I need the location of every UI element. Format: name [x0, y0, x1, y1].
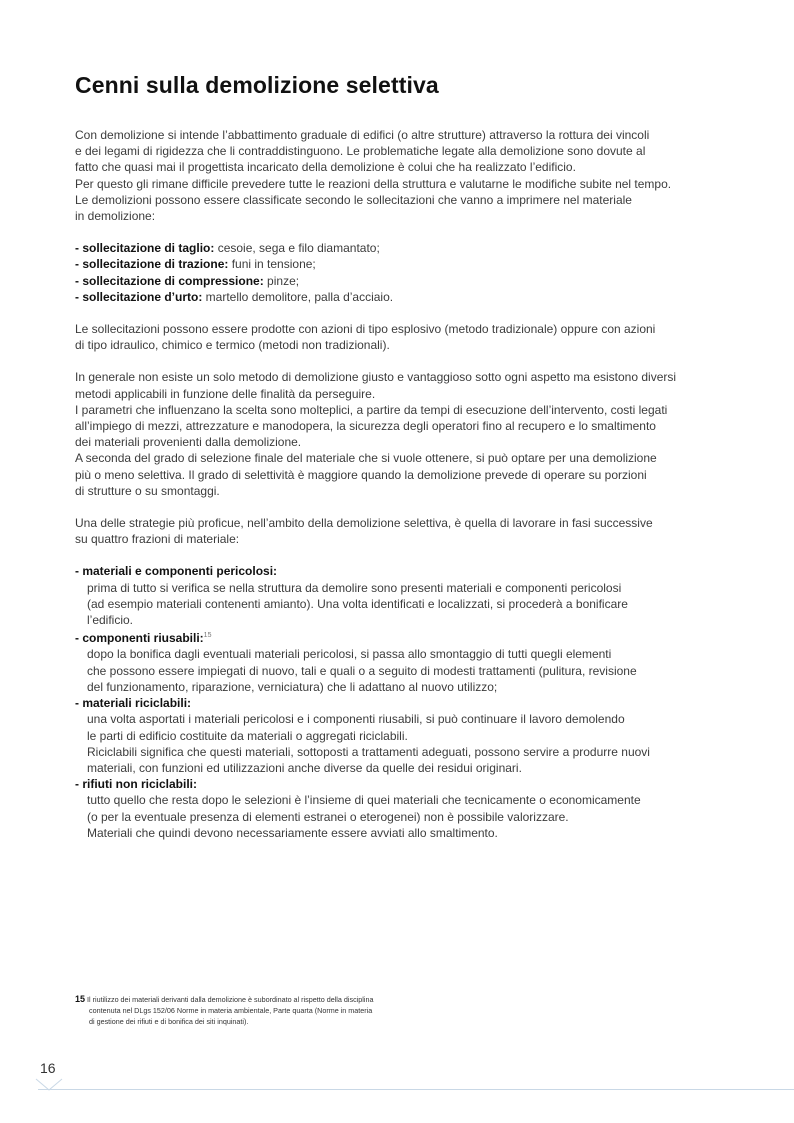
fraction-term: - componenti riusabili:: [75, 631, 204, 646]
page-number: 16: [40, 1060, 56, 1076]
page-title: Cenni sulla demolizione selettiva: [75, 72, 439, 98]
text-line: Con demolizione si intende l’abbattimento graduale di edifici (o altre strutture) attraverso la rottura dei vincoli: [75, 128, 650, 142]
list-item: [75, 273, 725, 289]
text-line: Una delle strategie più proficue, nell’ambito della demolizione selettiva, è quella di lavorare in fasi successive: [75, 516, 653, 531]
text-line: più o meno selettiva. Il grado di selettività è maggiore quando la demolizione prevede di operare su porzioni: [75, 467, 647, 482]
methods-paragraph: [75, 369, 725, 499]
list-desc: funi in tensione;: [228, 257, 316, 272]
text-line: che possono essere impiegati di nuovo, tali e quali o a seguito di modesti trattamenti (pulitura, revisione: [87, 663, 637, 678]
text-line: all’impiego di mezzi, attrezzature e manodopera, la sicurezza degli operatori fino al recupero e lo smaltimento: [75, 419, 656, 434]
text-line: in demolizione:: [75, 209, 156, 224]
text-line: Riciclabili significa che questi materiali, sottoposti a trattamenti adeguati, possono servire a produrre nuovi: [87, 744, 650, 759]
text-line: di strutture o su smontaggi.: [75, 483, 220, 498]
text-line: dopo la bonifica dagli eventuali materiali pericolosi, si passa allo smontaggio di tutti quegli elementi: [87, 647, 612, 662]
text-line: tutto quello che resta dopo le selezioni è l’insieme di quei materiali che tecnicamente o economicamente: [87, 793, 641, 808]
stress-list: [75, 240, 725, 305]
text-line: A seconda del grado di selezione finale del materiale che si vuole ottenere, si può optare per una demolizione: [75, 451, 657, 466]
fraction-term-row: [75, 628, 725, 646]
text-line: materiali, con funzioni ed utilizzazioni anche diverse da quelle dei residui originari.: [87, 760, 522, 775]
bottom-rule: [38, 1089, 794, 1090]
text-line: metodi applicabili in funzione delle finalità da perseguire.: [75, 386, 376, 401]
text-line: dei materiali provenienti dalla demolizione.: [75, 435, 302, 450]
list-desc: cesoie, sega e filo diamantato;: [214, 241, 380, 256]
list-term: - sollecitazione di compressione:: [75, 273, 264, 288]
text-line: le parti di edificio costituite da materiali o aggregati riciclabili.: [87, 728, 408, 743]
footnote-number: 15: [75, 994, 86, 1004]
body-text: [75, 127, 725, 841]
fraction-term: - rifiuti non riciclabili:: [75, 777, 198, 792]
footnote-text: Il riutilizzo dei materiali derivanti dalla demolizione è subordinato al rispetto della disciplina: [85, 995, 374, 1004]
text-line: una volta asportati i materiali pericolosi e i componenti riusabili, si può continuare il lavoro demolendo: [87, 712, 625, 727]
text-line: In generale non esiste un solo metodo di demolizione giusto e vantaggioso sotto ogni aspetto ma esistono diversi: [75, 370, 677, 385]
footnote: [75, 994, 375, 1027]
text-line: l’edificio.: [87, 613, 134, 628]
strategy-paragraph: [75, 515, 725, 547]
list-term: - sollecitazione d’urto:: [75, 289, 203, 304]
list-desc: pinze;: [263, 273, 300, 288]
text-line: e dei legami di rigidezza che li contraddistinguono. Le problematiche legate alla demolizione sono dovute al: [75, 144, 646, 159]
text-line: (ad esempio materiali contenenti amianto). Una volta identificati e localizzati, si procederà a bonificare: [87, 596, 628, 611]
text-line: di tipo idraulico, chimico e termico (metodi non tradizionali).: [75, 338, 390, 353]
text-line: I parametri che influenzano la scelta sono molteplici, a partire da tempi di esecuzione dell’intervento, costi legati: [75, 402, 668, 417]
footnote-line: di gestione dei rifiuti e di bonifica dei siti inquinati).: [89, 1017, 249, 1026]
footnote-line: contenuta nel DLgs 152/06 Norme in materia ambientale, Parte quarta (Norme in materia: [89, 1006, 373, 1015]
text-line: Le sollecitazioni possono essere prodotte con azioni di tipo esplosivo (metodo tradizionale) oppure con azioni: [75, 322, 656, 337]
list-item: [75, 289, 725, 305]
fraction-term: - materiali riciclabili:: [75, 696, 192, 711]
text-line: prima di tutto si verifica se nella struttura da demolire sono presenti materiali e componenti pericolosi: [87, 580, 622, 595]
list-item: [75, 256, 725, 272]
text-line: (o per la eventuale presenza di elementi estranei o eterogenei) non è possibile valorizzare.: [87, 809, 569, 824]
text-line: fatto che quasi mai il progettista incaricato della demolizione è colui che ha realizzato l’edificio.: [75, 160, 576, 175]
text-line: Materiali che quindi devono necessariamente essere avviati allo smaltimento.: [87, 825, 498, 840]
list-term: - sollecitazione di taglio:: [75, 241, 215, 256]
list-item: [75, 240, 725, 256]
fraction-term: - materiali e componenti pericolosi:: [75, 564, 278, 579]
text-line: Per questo gli rimane difficile prevedere tutte le reazioni della struttura e valutarne le modifiche subite nel tempo.: [75, 176, 672, 191]
list-term: - sollecitazione di trazione:: [75, 257, 229, 272]
text-line: su quattro frazioni di materiale:: [75, 532, 240, 547]
intro-paragraph: [75, 127, 725, 224]
fractions-list: [75, 563, 725, 840]
list-desc: martello demolitore, palla d’acciaio.: [202, 289, 394, 304]
footnote-line: [75, 994, 375, 1005]
text-line: Le demolizioni possono essere classificate secondo le sollecitazioni che vanno a imprimere nel materiale: [75, 192, 632, 207]
actions-paragraph: [75, 321, 725, 353]
footnote-ref[interactable]: 15: [203, 632, 212, 640]
text-line: del funzionamento, riparazione, verniciatura) che li adattano al nuovo utilizzo;: [87, 679, 498, 694]
